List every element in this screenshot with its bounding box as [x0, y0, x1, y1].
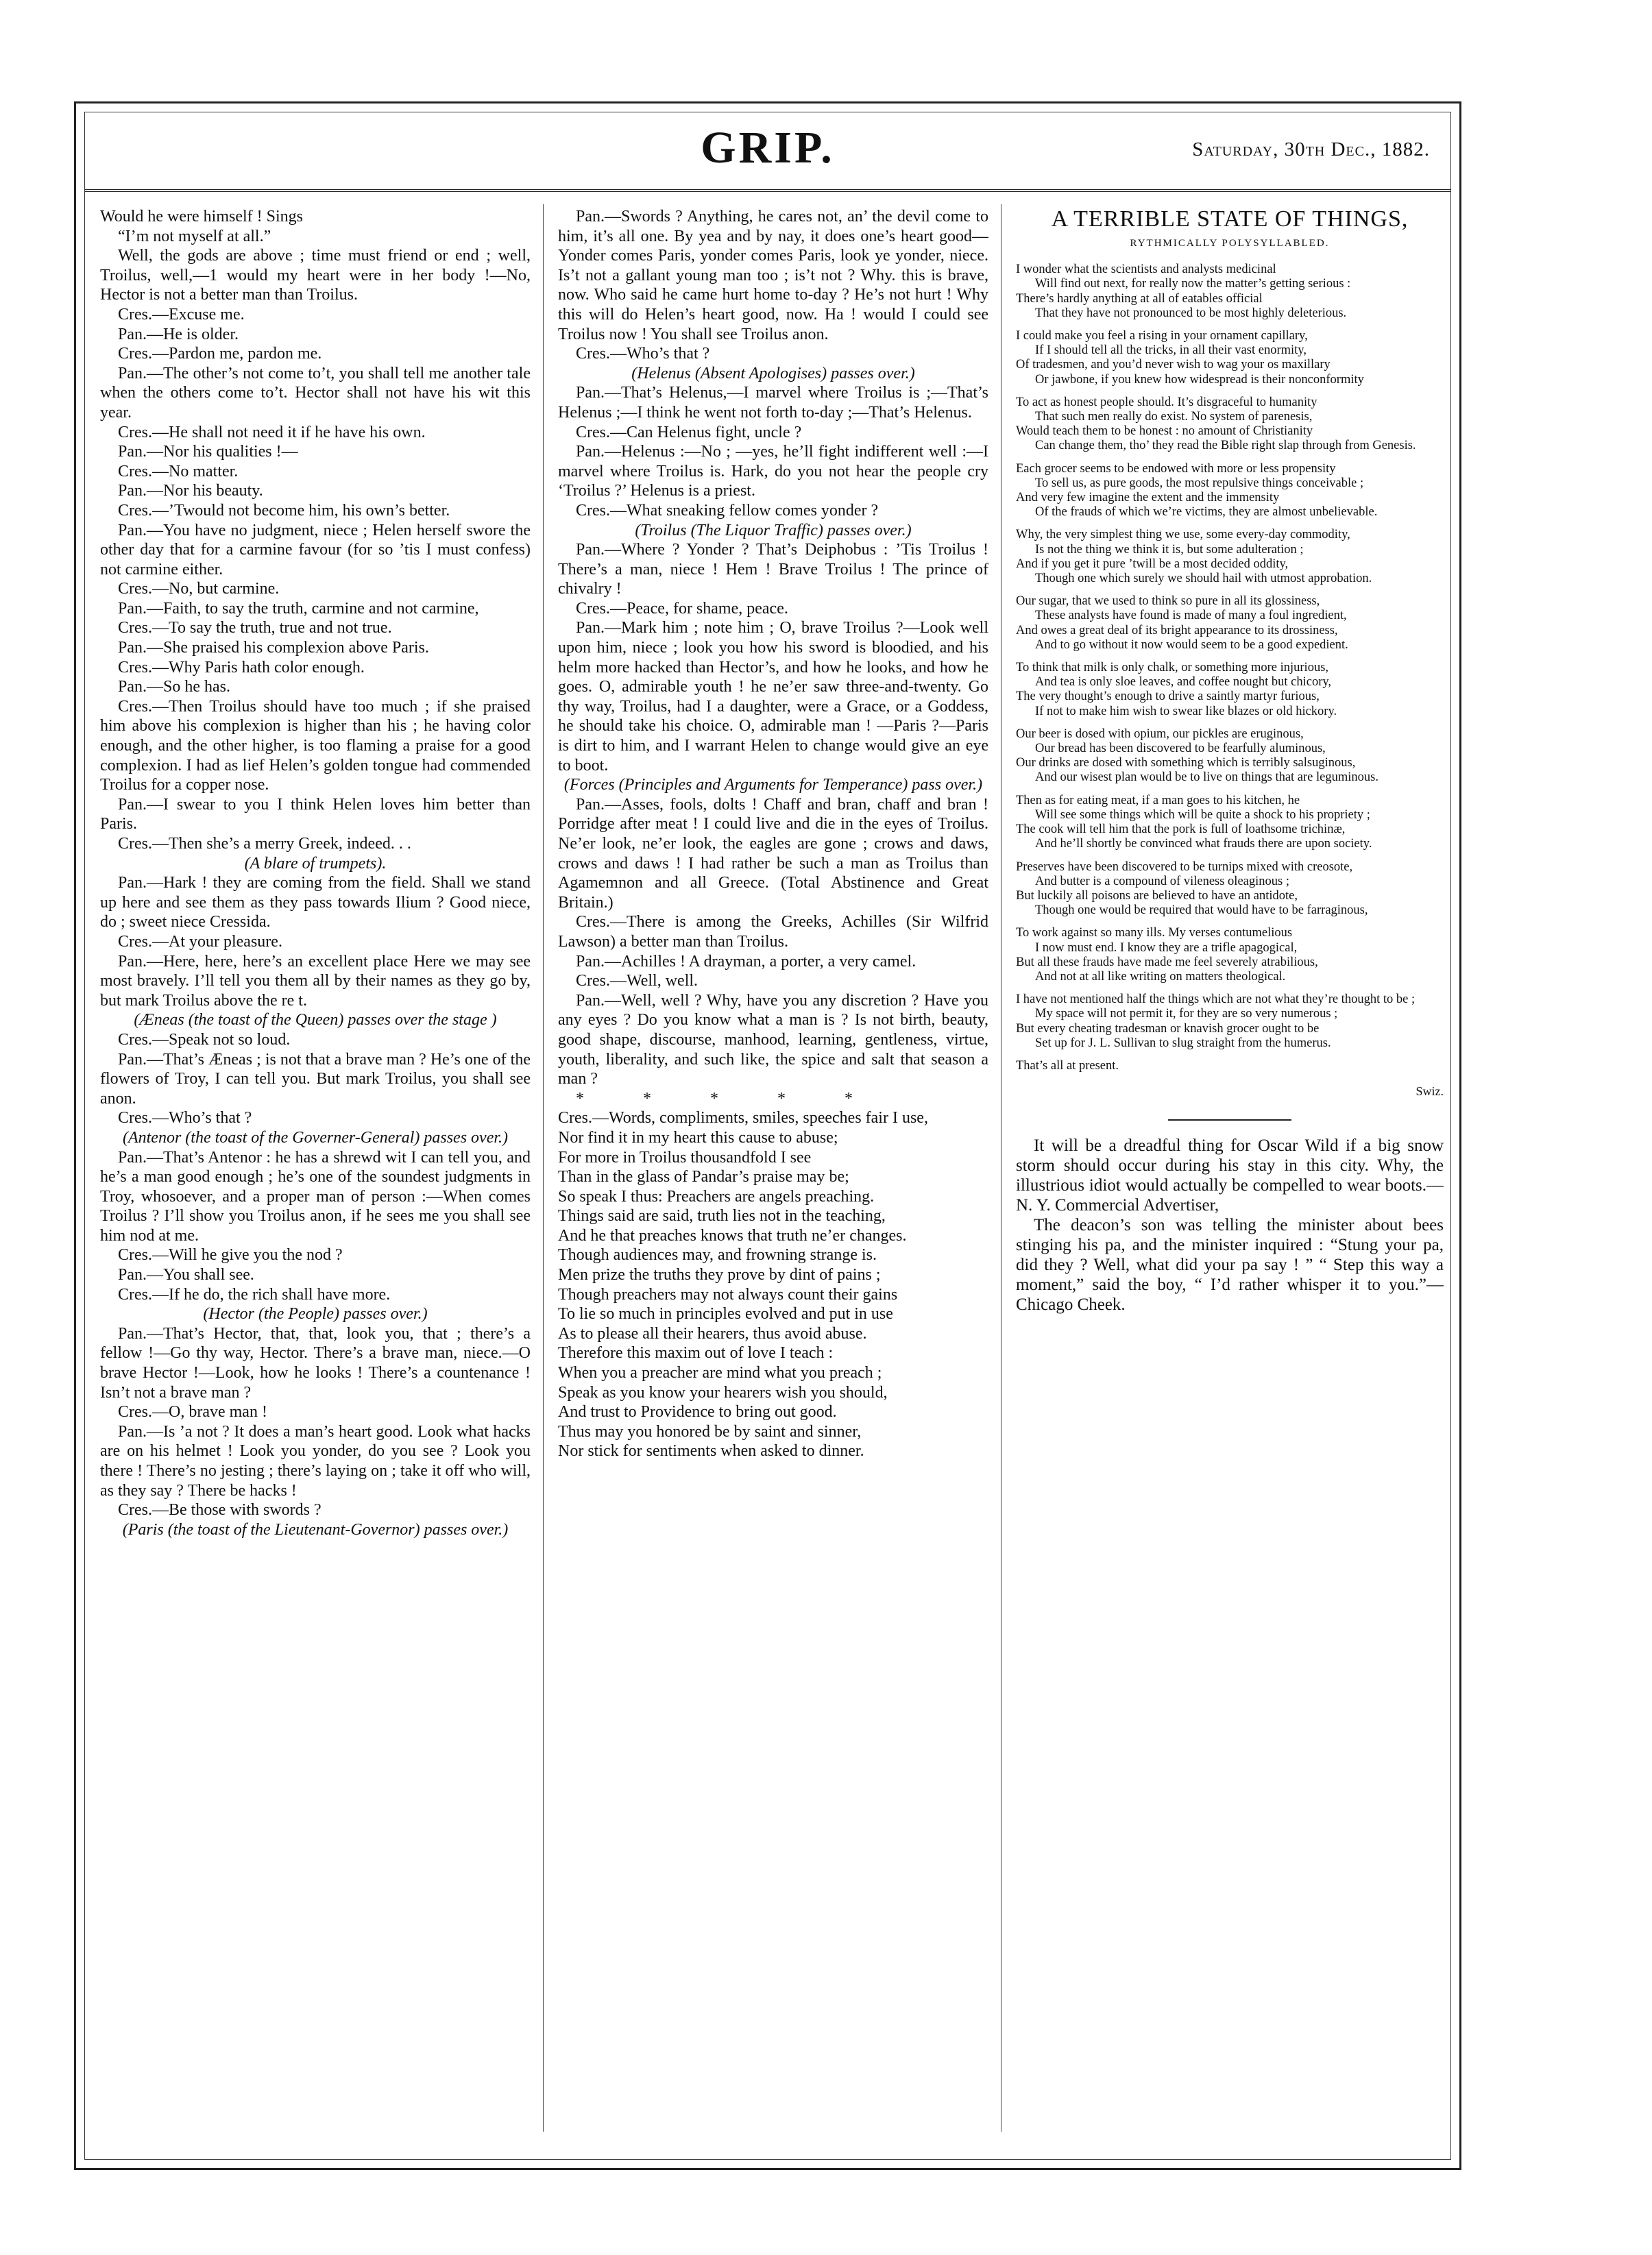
- verse-line: Speak as you know your hearers wish you should,: [558, 1383, 888, 1402]
- poem-line: And tea is only sloe leaves, and coffee nought but chicory,: [1035, 675, 1332, 690]
- poem-line: But every cheating tradesman or knavish grocer ought to be: [1016, 1021, 1320, 1036]
- poem-line: And he’ll shortly be convinced what frauds there are upon society.: [1035, 837, 1372, 851]
- dialogue-line: Pan.—He is older.: [118, 325, 239, 343]
- poem-line: And not at all like writing on matters theological.: [1035, 969, 1286, 984]
- poem-stanza: [1016, 528, 1444, 586]
- stage-direction: (Helenus (Absent Apologises) passes over.): [631, 364, 915, 382]
- verse-line: Nor stick for sentiments when asked to dinner.: [558, 1442, 864, 1461]
- dialogue-line: Pan.—Achilles ! A drayman, a porter, a very camel.: [576, 952, 916, 971]
- poem-line: Our bread has been discovered to be fearfully aluminous,: [1035, 742, 1326, 756]
- poem-line: I now must end. I know they are a trifle apagogical,: [1035, 940, 1298, 955]
- dialogue-line: Pan.—That’s Hector, that, that, look you, that ; there’s a fellow !—Go thy way, Hector. There’s a brave man, niece.—O brave Hector !—Look, how he looks ! There’s a countenance ! Isn’t not a brave man ?: [100, 1324, 531, 1402]
- dialogue-line: Pan.—That’s Æneas ; is not that a brave man ? He’s one of the flowers of Troy, I can tell you. But mark Troilus, you shall see anon.: [100, 1050, 531, 1108]
- newspaper-title: GRIP.: [701, 123, 835, 173]
- dialogue-line: Pan.—That’s Helenus,—I marvel where Troilus is ;—That’s Helenus ;—I think he went not forth to-day ;—That’s Helenus.: [558, 384, 988, 422]
- dialogue-line: Pan.—She praised his complexion above Paris.: [118, 639, 429, 657]
- poem-signature: Swiz.: [1416, 1084, 1444, 1099]
- news-item: The deacon’s son was telling the minister about bees stinging his pa, and the minister inquired : “Stung your pa, did they ? Well, what did your pa say ! ” “ Step this way a moment,” said the boy, “ I’d rather whisper it to you.”—Chicago Cheek.: [1016, 1215, 1444, 1314]
- verse-line: Thus may you honored be by saint and sinner,: [558, 1422, 862, 1441]
- news-items: [1016, 1136, 1444, 1315]
- verse-block: [558, 1108, 988, 1461]
- column-1-play-text: [100, 207, 531, 2118]
- dialogue-line: Would he were himself ! Sings: [100, 208, 304, 226]
- dialogue-line: Cres.—No, but carmine.: [118, 580, 280, 598]
- dialogue-line: Pan.—I swear to you I think Helen loves him better than Paris.: [100, 795, 531, 833]
- dialogue-line: Cres.—’Twould not become him, his own’s better.: [118, 501, 450, 520]
- dialogue-line: Pan.—You shall see.: [118, 1266, 254, 1284]
- dialogue-line: Pan.—Is ’a not ? It does a man’s heart good. Look what hacks are on his helmet ! Look you yonder, do you see ? Look you there ! There’s no jesting ; there’s laying on ; take it off who will, as they say ? There be hacks !: [100, 1422, 531, 1500]
- page-border: [74, 101, 1461, 2170]
- verse-line: Nor find it in my heart this cause to abuse;: [558, 1128, 838, 1147]
- verse-line: Men prize the truths they prove by dint of pains ;: [558, 1266, 881, 1284]
- column-rule-1: [543, 204, 544, 2132]
- poem-line: Though one which surely we should hail with utmost approbation.: [1035, 572, 1372, 586]
- dialogue-line: Well, the gods are above ; time must friend or end ; well, Troilus, well,—1 would my heart were in her body !—No, Hector is not a better man than Troilus.: [100, 247, 531, 304]
- poem-line: Then as for eating meat, if a man goes to his kitchen, he: [1016, 793, 1300, 807]
- poem-stanza: [1016, 329, 1444, 387]
- poem-line: That such men really do exist. No system of parenesis,: [1035, 410, 1313, 424]
- stage-direction: (Hector (the People) passes over.): [203, 1305, 428, 1324]
- poem-stanza: [1016, 661, 1444, 719]
- dialogue-line: Cres.—Then she’s a merry Greek, indeed. . .: [118, 835, 411, 853]
- poem-subtitle: RYTHMICALLY POLYSYLLABLED.: [1130, 237, 1330, 249]
- dialogue-line: Cres.—Speak not so loud.: [118, 1030, 291, 1049]
- poem-line: Will see some things which will be quite a shock to his propriety ;: [1035, 807, 1370, 822]
- poem-line: These analysts have found is made of many a foul ingredient,: [1035, 609, 1347, 623]
- dialogue-line: Pan.—Nor his beauty.: [118, 482, 263, 500]
- stage-direction: (Forces (Principles and Arguments for Temperance) pass over.): [563, 776, 983, 794]
- dialogue-line: Cres.—Can Helenus fight, uncle ?: [576, 423, 802, 441]
- dialogue-line: Cres.—What sneaking fellow comes yonder ?: [576, 501, 879, 520]
- poem-line: Or jawbone, if you knew how widespread is their nonconformity: [1035, 372, 1364, 387]
- dialogue-line: Cres.—No matter.: [118, 462, 239, 480]
- dialogue-line: Cres.—He shall not need it if he have his own.: [118, 423, 426, 441]
- dialogue-line: Pan.—You have no judgment, niece ; Helen herself swore the other day that for a carmine favour (for so ’tis I must confess) not carmine either.: [100, 521, 531, 578]
- dialogue-line: Pan.—Here, here, here’s an excellent place Here we may see most bravely. I’ll tell you them all by their names as they go by, but mark Troilus above the re t.: [100, 952, 531, 1010]
- poem-line: My space will not permit it, for they are so very numerous ;: [1035, 1007, 1338, 1021]
- verse-line: To lie so much in principles evolved and put in use: [558, 1305, 893, 1324]
- dialogue-line: Cres.—Who’s that ?: [576, 345, 710, 363]
- dialogue-line: Pan.—Where ? Yonder ? That’s Deiphobus : ’Tis Troilus ! There’s a man, niece ! Hem ! Brave Troilus ! The prince of chivalry !: [558, 541, 988, 598]
- verse-line: Cres.—Words, compliments, smiles, speeches fair I use,: [558, 1109, 928, 1128]
- section-break-stars: * * * * *: [576, 1089, 880, 1108]
- poem-line: Though one would be required that would have to be farraginous,: [1035, 903, 1368, 918]
- poem-line: But all these frauds have made me feel severely atrabilious,: [1016, 955, 1318, 969]
- dialogue-line: Cres.—Be those with swords ?: [118, 1501, 321, 1520]
- poem-line: Our sugar, that we used to think so pure in all its glossiness,: [1016, 594, 1320, 609]
- dialogue-line: Pan.—Mark him ; note him ; O, brave Troilus ?—Look well upon him, niece ; look you how his sword is bloodied, and his helm more hacked than Hector’s, and how he looks, and how he goes. O, admirable youth ! he ne’er saw three-and-twenty. Go thy way, Troilus, had I a daughter, were a Grace, or a Goddess, he should take his choice. O, admirable man ! —Paris ?—Paris is dirt to him, and I warrant Helen to change would give an eye to boot.: [558, 619, 988, 775]
- verse-line: So speak I thus: Preachers are angels preaching.: [558, 1187, 875, 1206]
- poem-line: Can change them, tho’ they read the Bible right slap through from Genesis.: [1035, 439, 1416, 453]
- song-line: “I’m not myself at all.”: [118, 227, 271, 245]
- poem-line: Set up for J. L. Sullivan to slug straight from the humerus.: [1035, 1036, 1331, 1050]
- dialogue-line: Cres.—Who’s that ?: [118, 1109, 252, 1128]
- column-2-play-text: [558, 207, 988, 2118]
- poem-line: Each grocer seems to be endowed with more or less propensity: [1016, 461, 1336, 476]
- dialogue-line: Cres.—Why Paris hath color enough.: [118, 658, 365, 676]
- poem-stanza: [1016, 926, 1444, 984]
- dialogue-line: Pan.—Asses, fools, dolts ! Chaff and bran, chaff and bran ! Porridge after meat ! I could live and die in the eyes of Troilus. Ne’er look, ne’er look, the eagles are gone ; crows and daws, crows and daws ! I had rather be such a man as Troilus than Agamemnon and all Greece. (Total Abstinence and Great Britain.): [558, 795, 988, 912]
- verse-line: Than in the glass of Pandar’s praise may be;: [558, 1168, 849, 1186]
- poem-line: And owes a great deal of its bright appearance to its drossiness,: [1016, 623, 1338, 637]
- issue-date: Saturday, 30th Dec., 1882.: [1192, 138, 1430, 160]
- dialogue-line: Cres.—Well, well.: [576, 972, 699, 990]
- poem-line: Our drinks are dosed with something which is terribly salsuginous,: [1016, 756, 1356, 770]
- poem-stanza: [1016, 395, 1444, 454]
- stage-direction: (Antenor (the toast of the Governer-General) passes over.): [122, 1128, 509, 1147]
- verse-line: Though preachers may not always count their gains: [558, 1285, 898, 1304]
- poem-line: Would teach them to be honest : no amount of Christianity: [1016, 424, 1313, 439]
- poem-stanza: [1016, 462, 1444, 520]
- poem-stanza: [1016, 594, 1444, 653]
- dialogue-line: Pan.—Helenus :—No ; —yes, he’ll fight indifferent well :—I marvel where Troilus is. Hark, do you not hear the people cry ‘Troilus ?’ Helenus is a priest.: [558, 443, 988, 500]
- poem-line: To sell us, as pure goods, the most repulsive things conceivable ;: [1035, 476, 1364, 490]
- dialogue-line: Cres.—At your pleasure.: [118, 932, 282, 951]
- dialogue-line: Cres.—Will he give you the nod ?: [118, 1246, 343, 1265]
- verse-line: Therefore this maxim out of love I teach :: [558, 1344, 834, 1363]
- page-inner-border: [84, 112, 1451, 2160]
- poem-line: I have not mentioned half the things which are not what they’re thought to be ;: [1016, 992, 1416, 1007]
- dialogue-line: Cres.—There is among the Greeks, Achilles (Sir Wilfrid Lawson) a better man than Troilus.: [558, 913, 988, 951]
- dialogue-line: Cres.—If he do, the rich shall have more.: [118, 1285, 391, 1304]
- poem-line: Will find out next, for really now the matter’s getting serious :: [1035, 277, 1351, 291]
- dialogue-line: Pan.—Nor his qualities !—: [118, 443, 298, 461]
- dialogue-line: Pan.—That’s Antenor : he has a shrewd wit I can tell you, and he’s a man good enough ; he’s one of the soundest judgments in Troy, whosoever, and a proper man of person :—When comes Troilus ? I’ll show you Troilus anon, if he sees me you shall see him nod at me.: [100, 1148, 531, 1245]
- stage-direction: (Troilus (The Liquor Traffic) passes over.): [635, 521, 912, 539]
- poem-line: Of tradesmen, and you’d never wish to wag your os maxillary: [1016, 358, 1331, 372]
- poem-line: Our beer is dosed with opium, our pickles are eruginous,: [1016, 727, 1304, 741]
- stage-direction: (Paris (the toast of the Lieutenant-Governor) passes over.): [122, 1520, 509, 1539]
- dialogue-line: Pan.—Hark ! they are coming from the field. Shall we stand up here and see them as they pass towards Ilium ? Good niece, do ; sweet niece Cressida.: [100, 874, 531, 931]
- dialogue-line: Pan.—So he has.: [118, 678, 230, 696]
- dialogue-line: Pan.—The other’s not come to’t, you shall tell me another tale when the others come to’t. Hector shall not have his wit this year.: [100, 364, 531, 422]
- poem-line: That’s all at present.: [1016, 1058, 1119, 1073]
- poem-line: And butter is a compound of vileness oleaginous ;: [1035, 874, 1289, 888]
- news-item: It will be a dreadful thing for Oscar Wild if a big snow storm should occur during his stay in this city. Why, the illustrious idiot would actually be compelled to wear boots.—N. Y. Commercial Advertiser,: [1016, 1136, 1444, 1215]
- poem-line: To act as honest people should. It’s disgraceful to humanity: [1016, 395, 1317, 409]
- masthead: [85, 112, 1450, 192]
- poem-line: The cook will tell him that the pork is full of loathsome trichinæ,: [1016, 822, 1346, 837]
- poem-line: Of the frauds of which we’re victims, they are almost unbelievable.: [1035, 505, 1378, 520]
- poem-line: And our wisest plan would be to live on things that are leguminous.: [1035, 770, 1378, 785]
- poem-line: To think that milk is only chalk, or something more injurious,: [1016, 661, 1329, 675]
- poem-stanza: [1016, 1059, 1444, 1073]
- poem-line: If not to make him wish to swear like blazes or old hickory.: [1035, 704, 1337, 718]
- poem-line: The very thought’s enough to drive a saintly martyr furious,: [1016, 690, 1320, 704]
- poem-line: To work against so many ills. My verses contumelious: [1016, 926, 1293, 940]
- poem-stanza: [1016, 794, 1444, 852]
- dialogue-line: Pan.—Well, well ? Why, have you any discretion ? Have you any eyes ? Do you know what a man is ? Is not birth, beauty, good shape, discourse, manhood, learning, gentleness, virtue, youth, liberality, and such like, the spice and salt that season a man ?: [558, 991, 988, 1088]
- verse-line: Though audiences may, and frowning strange is.: [558, 1246, 877, 1265]
- poem-line: And very few imagine the extent and the immensity: [1016, 491, 1280, 505]
- poem-line: Why, the very simplest thing we use, some every-day commodity,: [1016, 528, 1350, 542]
- stage-direction: (A blare of trumpets).: [244, 854, 387, 873]
- poem-stanza: [1016, 727, 1444, 785]
- poem-line: If I should tell all the tricks, in all their vast enormity,: [1035, 343, 1307, 358]
- verse-line: And trust to Providence to bring out good.: [558, 1403, 837, 1422]
- verse-line: As to please all their hearers, thus avoid abuse.: [558, 1324, 867, 1343]
- poem-line: Preserves have been discovered to be turnips mixed with creosote,: [1016, 860, 1353, 874]
- poem-body: [1016, 263, 1444, 1073]
- poem-line: There’s hardly anything at all of eatables official: [1016, 291, 1263, 306]
- poem-title: A TERRIBLE STATE OF THINGS,: [1051, 207, 1409, 232]
- dialogue-line: Cres.—Then Troilus should have too much ; if she praised him above his complexion is higher than his ; he having color enough, and the other higher, is too flaming a praise for a good complexion. I had as lief Helen’s golden tongue had commended Troilus for a copper nose.: [100, 697, 531, 794]
- verse-line: Things said are said, truth lies not in the teaching,: [558, 1207, 886, 1226]
- verse-line: When you a preacher are mind what you preach ;: [558, 1364, 882, 1382]
- poem-line: That they have not pronounced to be most highly deleterious.: [1035, 306, 1347, 320]
- dialogue-line: Cres.—Peace, for shame, peace.: [576, 599, 788, 618]
- poem-stanza: [1016, 992, 1444, 1051]
- dialogue-line: Pan.—Faith, to say the truth, carmine and not carmine,: [118, 599, 479, 618]
- dialogue-line: Cres.—O, brave man !: [118, 1403, 267, 1422]
- poem-line: And to go without it now would seem to be a good expedient.: [1035, 637, 1348, 652]
- poem-stanza: [1016, 263, 1444, 321]
- poem-line: And if you get it pure ’twill be a most decided oddity,: [1016, 557, 1289, 571]
- dialogue-line: Pan.—Swords ? Anything, he cares not, an’ the devil come to him, it’s all one. By yea and by nay, it does one’s heart good—Yonder comes Paris, yonder comes Paris, look ye yonder, niece. Is’t not a gallant young man too ; is’t not ? Why. this is brave, now. Who said he came hurt home to-day ? He’s not hurt ! Why this will do Helen’s heart good, now. Ha ! would I could see Troilus now ! You shall see Troilus anon.: [558, 208, 988, 343]
- divider: [1168, 1119, 1291, 1121]
- verse-line: And he that preaches knows that truth ne’er changes.: [558, 1226, 907, 1245]
- poem-stanza: [1016, 860, 1444, 918]
- poem-line: I wonder what the scientists and analysts medicinal: [1016, 263, 1276, 277]
- poem-line: Is not the thing we think it is, but some adulteration ;: [1035, 542, 1304, 557]
- dialogue-line: Cres.—To say the truth, true and not true.: [118, 619, 392, 637]
- verse-line: For more in Troilus thousandfold I see: [558, 1148, 812, 1167]
- stage-direction: (Æneas (the toast of the Queen) passes over the stage ): [134, 1011, 497, 1029]
- dialogue-line: Cres.—Pardon me, pardon me.: [118, 345, 322, 363]
- poem-line: But luckily all poisons are believed to have an antidote,: [1016, 888, 1298, 903]
- dialogue-line: Cres.—Excuse me.: [118, 305, 245, 324]
- column-3-poem: [1016, 207, 1444, 2118]
- poem-line: I could make you feel a rising in your ornament capillary,: [1016, 329, 1308, 343]
